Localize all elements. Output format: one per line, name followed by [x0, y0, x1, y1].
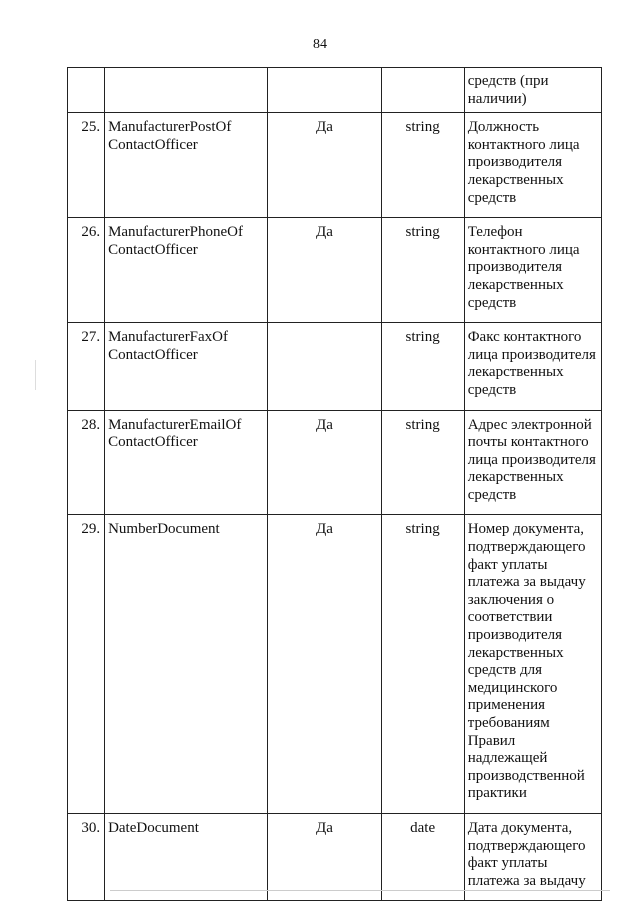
page-number: 84 — [313, 37, 327, 52]
cell-description: Дата документа, подтверждающего факт уплаты платежа за выдачу — [464, 813, 601, 900]
cell-required: Да — [268, 515, 381, 814]
table-row — [68, 410, 602, 515]
cell-number — [68, 68, 105, 113]
cell-required — [268, 68, 381, 113]
cell-description: Адрес электронной почты контактного лица производителя лекарственных средств — [464, 410, 601, 515]
cell-element-name: DateDocument — [105, 813, 268, 900]
cell-number: 27. — [68, 323, 105, 410]
cell-type: string — [381, 323, 464, 410]
cell-description: Телефон контактного лица производителя лекарственных средств — [464, 218, 601, 323]
cell-number: 25. — [68, 113, 105, 218]
cell-description: Номер документа, подтверждающего факт уплаты платежа за выдачу заключения о соответствии производителя лекарственных средств для медицинского применения требованиям Правил надлежащей производственной практики — [464, 515, 601, 814]
cell-type: string — [381, 218, 464, 323]
scan-bottom-edge — [110, 890, 610, 891]
table-row — [68, 515, 602, 814]
cell-type: string — [381, 515, 464, 814]
table-row — [68, 113, 602, 218]
cell-element-name: ManufacturerEmailOf ContactOfficer — [105, 410, 268, 515]
table-row — [68, 218, 602, 323]
cell-type: string — [381, 410, 464, 515]
cell-number: 26. — [68, 218, 105, 323]
cell-required: Да — [268, 813, 381, 900]
cell-element-name: ManufacturerPostOf ContactOfficer — [105, 113, 268, 218]
cell-element-name — [105, 68, 268, 113]
cell-element-name: ManufacturerFaxOf ContactOfficer — [105, 323, 268, 410]
cell-required — [268, 323, 381, 410]
scan-margin-mark — [35, 360, 36, 390]
table-row — [68, 68, 602, 113]
cell-number: 29. — [68, 515, 105, 814]
cell-number: 30. — [68, 813, 105, 900]
cell-required: Да — [268, 410, 381, 515]
cell-required: Да — [268, 113, 381, 218]
cell-element-name: NumberDocument — [105, 515, 268, 814]
cell-element-name: ManufacturerPhoneOf ContactOfficer — [105, 218, 268, 323]
table-row — [68, 813, 602, 900]
cell-description: Должность контактного лица производителя лекарственных средств — [464, 113, 601, 218]
cell-type: date — [381, 813, 464, 900]
cell-type — [381, 68, 464, 113]
cell-type: string — [381, 113, 464, 218]
cell-description: Факс контактного лица производителя лекарственных средств — [464, 323, 601, 410]
cell-number: 28. — [68, 410, 105, 515]
cell-description: средств (при наличии) — [464, 68, 601, 113]
cell-required: Да — [268, 218, 381, 323]
table-row — [68, 323, 602, 410]
specification-table — [67, 67, 602, 901]
